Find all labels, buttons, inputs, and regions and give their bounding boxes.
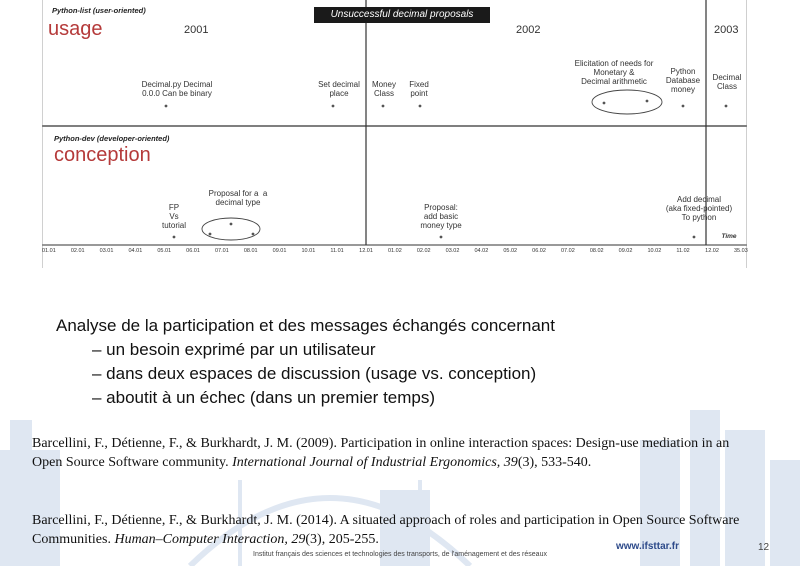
- time-tick: 02.02: [416, 248, 431, 254]
- time-tick: 07.01: [215, 248, 229, 254]
- time-tick: 11.02: [676, 248, 690, 254]
- usage-event-elicitation: Elicitation of needs for Monetary & Decimal arithmetic: [574, 59, 654, 86]
- time-tick: 12.01: [359, 248, 373, 254]
- bullet-sub-3: – aboutit à un échec (dans un premier temps): [92, 388, 436, 407]
- usage-event-python-database: Python Database money: [665, 67, 701, 94]
- dev-event-money-type: Proposal: add basic money type: [420, 203, 462, 230]
- reference-2009-text: Barcellini, F., Détienne, F., & Burkhardt, J. M. (2009). Participation in online interaction spaces: Design-use mediation in an Open Source Software community.: [32, 436, 730, 470]
- usage-event-money-class: Money Class: [371, 80, 396, 98]
- conception-label: conception: [54, 144, 151, 166]
- usage-event-decimal-py: Decimal.py Decimal 0.0.0 Can be binary: [141, 80, 213, 98]
- bullet-main: Analyse de la participation et des messages échangés concernant: [56, 316, 555, 335]
- time-tick: 35.03: [734, 248, 748, 254]
- dev-event-fp-vs-tutorial: FP Vs tutorial: [161, 203, 186, 230]
- dev-event-proposal-decimal: Proposal for a a decimal type: [208, 189, 268, 207]
- time-tick: 04.01: [128, 248, 143, 254]
- reference-2014-journal: Human–Computer Interaction, 29: [114, 532, 306, 547]
- reference-2009-pages: (3), 533-540.: [517, 455, 592, 470]
- time-tick: 11.01: [330, 248, 344, 254]
- dev-lane-title: Python-dev (developer-oriented): [54, 134, 170, 143]
- time-tick: 03.02: [445, 248, 460, 254]
- time-tick: 05.01: [157, 248, 172, 254]
- banner-unsuccessful-proposals: Unsuccessful decimal proposals: [314, 7, 490, 23]
- time-tick: 06.01: [186, 248, 200, 254]
- time-tick: 09.02: [618, 248, 633, 254]
- time-tick: 10.02: [647, 248, 662, 254]
- reference-2014-text: Barcellini, F., Détienne, F., & Burkhardt, J. M. (2014). A situated approach of roles and participation in Open Source Software Communities.: [32, 513, 740, 547]
- time-tick: 03.01: [99, 248, 114, 254]
- time-tick: 07.02: [561, 248, 575, 254]
- reference-2009: [32, 434, 762, 472]
- time-tick: 12.02: [705, 248, 719, 254]
- usage-lane-title: Python-list (user-oriented): [52, 6, 146, 15]
- year-2002: 2002: [516, 24, 541, 36]
- time-tick: 09.01: [272, 248, 287, 254]
- usage-event-decimal-class: Decimal Class: [712, 73, 742, 91]
- usage-label: usage: [48, 18, 103, 40]
- bullet-list: [56, 314, 555, 410]
- bullet-sub-2: – dans deux espaces de discussion (usage vs. conception): [92, 364, 537, 383]
- reference-2014-pages: (3), 205-255.: [305, 532, 379, 547]
- time-tick: 08.02: [589, 248, 604, 254]
- bullet-sub-1: – un besoin exprimé par un utilisateur: [92, 340, 376, 359]
- reference-2009-journal: International Journal of Industrial Ergonomics, 39: [232, 455, 518, 470]
- time-tick: 08.01: [243, 248, 258, 254]
- time-tick: 02.01: [70, 248, 85, 254]
- time-tick: 05.02: [503, 248, 518, 254]
- website-link[interactable]: www.ifsttar.fr: [616, 541, 679, 552]
- institute-footer: Institut français des sciences et technologies des transports, de l'aménagement et des réseaux: [253, 551, 547, 558]
- year-2001: 2001: [184, 24, 209, 36]
- timeline-figure: [42, 0, 747, 268]
- time-tick: 04.02: [474, 248, 489, 254]
- time-tick: 01.02: [388, 248, 402, 254]
- time-axis-label: Time: [721, 233, 737, 240]
- year-2003: 2003: [714, 24, 739, 36]
- usage-event-set-decimal: Set decimal place: [318, 80, 360, 98]
- dev-event-add-decimal: Add decimal (aka fixed-pointed) To python: [665, 195, 733, 222]
- page-number: 12: [758, 542, 770, 553]
- time-tick: 10.01: [301, 248, 316, 254]
- usage-event-fixed-point: Fixed point: [409, 80, 429, 98]
- time-tick: 06.02: [532, 248, 546, 254]
- time-tick: 01.01: [42, 248, 56, 254]
